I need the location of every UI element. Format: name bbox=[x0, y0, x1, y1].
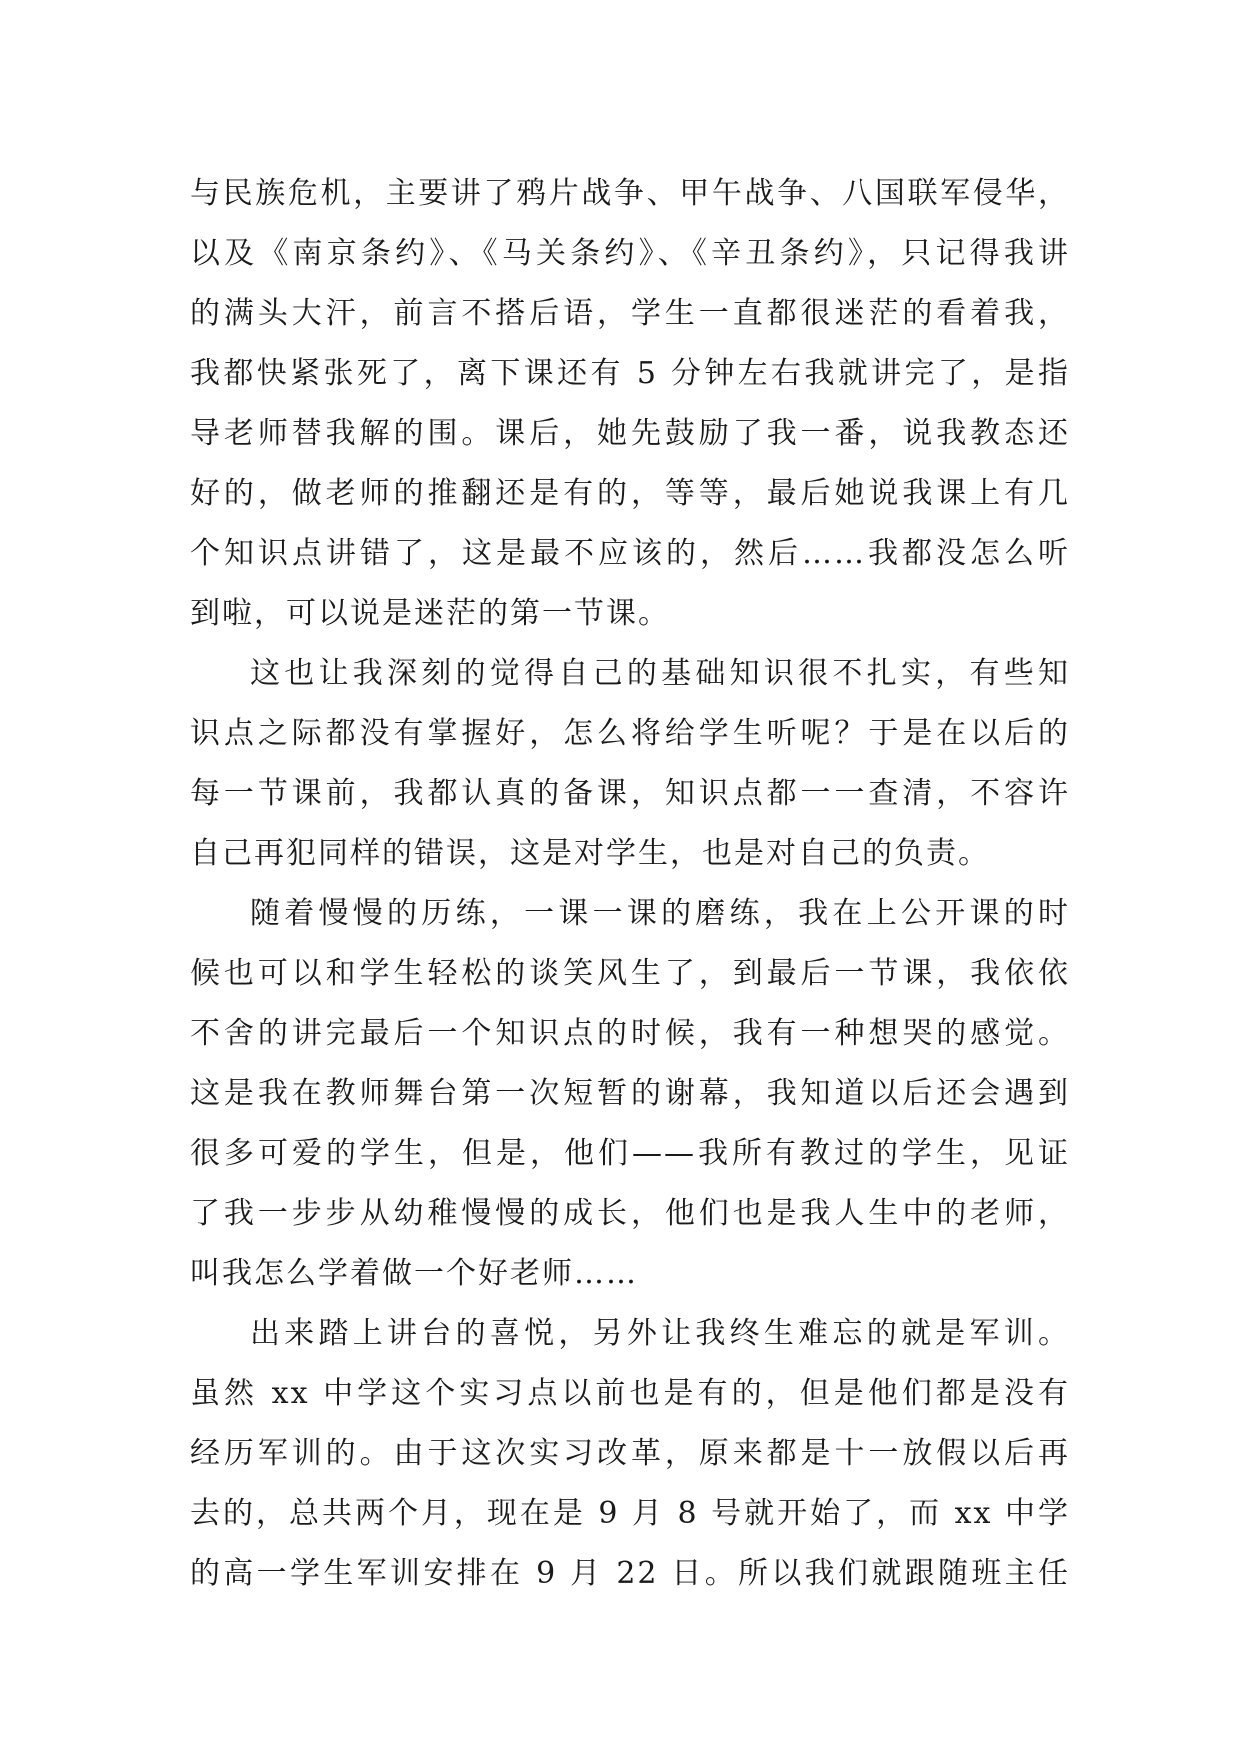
text-line: 以及《南京条约》、《马关条约》、《辛丑条约》，只记得我讲 bbox=[190, 236, 1070, 271]
paragraph-2 bbox=[190, 648, 1070, 880]
text-line: 随着慢慢的历练，一课一课的磨练，我在上公开课的时 bbox=[250, 896, 1070, 931]
text-line: 识点之际都没有掌握好，怎么将给学生听呢？于是在以后的 bbox=[190, 716, 1070, 751]
text-line: 我都快紧张死了，离下课还有 5 分钟左右我就讲完了，是指 bbox=[190, 356, 1070, 391]
text-line: 经历军训的。由于这次实习改革，原来都是十一放假以后再 bbox=[190, 1436, 1070, 1471]
document-page bbox=[190, 168, 1070, 1608]
text-line: 导老师替我解的围。课后，她先鼓励了我一番，说我教态还 bbox=[190, 416, 1070, 451]
text-line: 这也让我深刻的觉得自己的基础知识很不扎实，有些知 bbox=[250, 656, 1070, 691]
text-line: 了我一步步从幼稚慢慢的成长，他们也是我人生中的老师， bbox=[190, 1196, 1070, 1231]
text-line: 好的，做老师的推翻还是有的，等等，最后她说我课上有几 bbox=[190, 476, 1070, 511]
paragraph-1 bbox=[190, 168, 1070, 640]
paragraph-4 bbox=[190, 1308, 1070, 1600]
text-line: 出来踏上讲台的喜悦，另外让我终生难忘的就是军训。 bbox=[250, 1316, 1070, 1351]
text-line: 与民族危机，主要讲了鸦片战争、甲午战争、八国联军侵华， bbox=[190, 176, 1070, 211]
text-line: 个知识点讲错了，这是最不应该的，然后……我都没怎么听 bbox=[190, 536, 1070, 571]
text-line: 去的，总共两个月，现在是 9 月 8 号就开始了，而 xx 中学 bbox=[190, 1496, 1070, 1531]
text-line: 的高一学生军训安排在 9 月 22 日。所以我们就跟随班主任 bbox=[190, 1556, 1070, 1591]
text-line: 到啦，可以说是迷茫的第一节课。 bbox=[190, 596, 670, 631]
text-line: 候也可以和学生轻松的谈笑风生了，到最后一节课，我依依 bbox=[190, 956, 1070, 991]
text-line: 每一节课前，我都认真的备课，知识点都一一查清，不容许 bbox=[190, 776, 1070, 811]
text-line: 不舍的讲完最后一个知识点的时候，我有一种想哭的感觉。 bbox=[190, 1016, 1070, 1051]
text-line: 的满头大汗，前言不搭后语，学生一直都很迷茫的看着我， bbox=[190, 296, 1070, 331]
paragraph-3 bbox=[190, 888, 1070, 1300]
text-line: 叫我怎么学着做一个好老师…… bbox=[190, 1256, 638, 1291]
text-line: 很多可爱的学生，但是，他们——我所有教过的学生，见证 bbox=[190, 1136, 1070, 1171]
text-line: 这是我在教师舞台第一次短暂的谢幕，我知道以后还会遇到 bbox=[190, 1076, 1070, 1111]
text-line: 自己再犯同样的错误，这是对学生，也是对自己的负责。 bbox=[190, 836, 990, 871]
text-line: 虽然 xx 中学这个实习点以前也是有的，但是他们都是没有 bbox=[190, 1376, 1070, 1411]
